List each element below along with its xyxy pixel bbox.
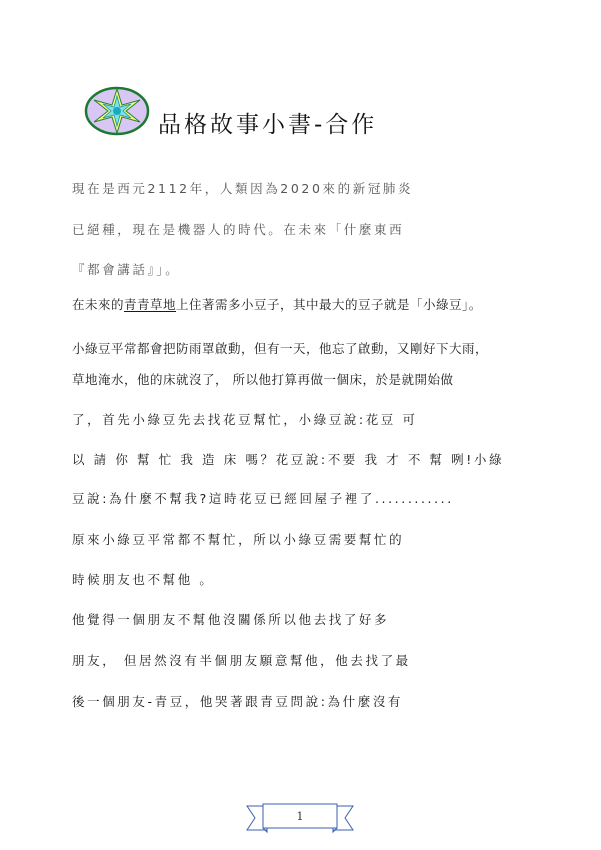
star-gem-logo-icon: [84, 86, 150, 136]
paragraph-line-4: [72, 295, 482, 313]
paragraph-line-13: 朋友， 但居然沒有半個朋友願意幫他，他去找了最: [72, 653, 411, 668]
paragraph-line-5: 小綠豆平常都會把防雨罩啟動，但有一天，他忘了啟動，又剛好下大雨，: [72, 341, 489, 356]
text-segment: 在未來的: [72, 297, 125, 312]
paragraph-line-2: 已絕種，現在是機器人的時代。在未來「什麼東西: [72, 222, 405, 237]
paragraph-line-8: 以 請 你 幫 忙 我 造 床 嗎？花豆說:不要 我 才 不 幫 咧!小綠: [72, 452, 505, 467]
paragraph-line-10: 原來小綠豆平常都不幫忙，所以小綠豆需要幫忙的: [72, 532, 405, 547]
underlined-place-name: 青青草地: [124, 297, 177, 312]
page-number: 1: [296, 810, 304, 823]
paragraph-line-12: 他覺得一個朋友不幫他沒關係所以他去找了好多: [72, 612, 390, 627]
paragraph-line-14: 後一個朋友-青豆，他哭著跟青豆問說:為什麼沒有: [72, 694, 404, 709]
paragraph-line-9: 豆說:為什麼不幫我?這時花豆已經回屋子裡了............: [72, 491, 454, 506]
paragraph-line-6: 草地淹水，他的床就沒了， 所以他打算再做一個床，於是就開始做: [72, 372, 454, 387]
document-title: 品格故事小書-合作: [158, 112, 378, 138]
paragraph-line-7: 了，首先小綠豆先去找花豆幫忙，小綠豆說:花豆 可: [72, 412, 418, 427]
paragraph-line-3: 『都會講話』」。: [72, 262, 181, 277]
paragraph-line-11: 時候朋友也不幫他 。: [72, 572, 215, 587]
text-segment: 上住著需多小豆子，其中最大的豆子就是「小綠豆」。: [176, 297, 482, 312]
paragraph-line-1: 現在是西元2112年，人類因為2020來的新冠肺炎: [72, 181, 414, 196]
